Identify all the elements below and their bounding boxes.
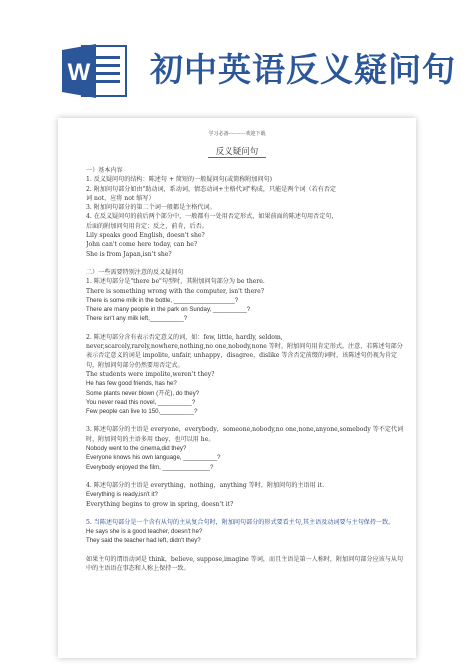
example-sentence: They said the teacher had left, didn't they?: [86, 537, 201, 545]
example-sentence: You never read this novel, __________?: [86, 398, 196, 406]
example-sentence: He says she is a good teacher, doesn't he?: [86, 528, 203, 536]
example-sentence: There is some milk in the bottle, __________________?: [86, 296, 239, 304]
rule-text: 如果主句的谓语动词是 think，believe, suppose,imagine 等词，而且主语是第一人称时，附加问句部分应该与从句中的主语语在事态和人称上保持一致。: [86, 555, 404, 572]
text-line: 词 not，应将 not 缩写）: [86, 194, 155, 202]
word-document-icon: [62, 40, 130, 102]
example-sentence: She is from Japan,isn't she?: [86, 250, 172, 258]
svg-text:W: W: [67, 59, 91, 86]
text-line: 后面的附加问句用肯定；反之，前肯，后否。: [86, 222, 208, 230]
example-sentence: There is something wrong with the computer, isn't there?: [86, 287, 264, 295]
spacer: [86, 472, 404, 481]
section-heading: 二）一些需要特别注意的反义疑问句: [86, 268, 184, 276]
rule-text: 5. 当陈述句部分是一个含有从句的主从复合句时，附加问句部分的形式要看主句,其主语及动词要与主句保持一致。: [86, 518, 395, 526]
text-line: 3. 附加问句部分的第二个词一般都是主格代词。: [86, 204, 216, 212]
example-sentence: The students were impolite,weren't they?: [86, 370, 215, 378]
rule-text: 4. 陈述句部分的主语是 everything，nothing，anything 等时，附加问句的主语用 it.: [86, 481, 325, 489]
example-sentence: Everything is ready,isn't it?: [86, 491, 158, 499]
text-line: 2. 附加问句部分如由"助动词，系动词，情态动词+主格代词"构成，只能是两个词（若有否定: [86, 185, 337, 193]
text-line: 4. 在反义疑问句的前后两个部分中，一般都有一处用否定形式，如果前面的陈述句用否定句，: [86, 213, 338, 221]
banner-title: 初中英语反义疑问句: [150, 50, 456, 89]
spacer: [86, 509, 404, 518]
example-sentence: He has few good friends, has he?: [86, 380, 177, 388]
example-sentence: John can't come here today, can he?: [86, 241, 198, 249]
rule-text: 3. 陈述句部分的主语是 everyone，everybody，someone,nobody,no one,none,anyone,somebody 等不定代词时，附加问句的主语多用 they，也可以用 he。: [86, 426, 404, 443]
document-body: [86, 166, 404, 573]
section-heading: 一）基本内容: [86, 167, 123, 174]
spacer: [86, 546, 404, 555]
page-header: 学习必备----------欢迎下载: [208, 131, 266, 137]
rule-text: 2. 陈述句部分含有表示否定意义的词，如：few, little, hardly, seldom, never,scarcely,rarely,nowhere,nothing,no one,nobody,none 等时，附加问句用肯定形式。注意，若陈述句部分表示否定意义的词是 impolite, unfair, unhappy，disagree，dislike 等含否定前缀的词时，该陈述句仍视为肯定句，附加问句部分仍然要用否定式。: [86, 333, 403, 369]
example-sentence: Everybody enjoyed the film, ______________?: [86, 463, 214, 471]
example-sentence: Nobody went to the cinema,did they?: [86, 445, 187, 453]
rule-text: 1. 陈述句部分是"there be"句型时，其附加问句部分为 be there.: [86, 278, 265, 286]
example-sentence: Few people can live to 150,__________?: [86, 408, 198, 416]
example-sentence: There isn't any milk left,__________?: [86, 315, 188, 323]
text-line: 1. 反义疑问句的结构：陈述句 + 简短的一般疑问句(或简称附加问句): [86, 176, 273, 184]
spacer: [86, 416, 404, 425]
example-sentence: Everyone knows his own language, __________?: [86, 454, 221, 462]
spacer: [86, 259, 404, 268]
document-page: [58, 118, 416, 658]
example-sentence: Some plants never blown (开花), do they?: [86, 389, 200, 397]
title-underline: [208, 157, 266, 158]
banner: [0, 0, 474, 108]
spacer: [86, 324, 404, 333]
example-sentence: There are many people in the park on Sunday, __________?: [86, 306, 251, 314]
example-sentence: Lily speaks good English, doesn't she?: [86, 232, 205, 240]
example-sentence: Everything begins to grow in spring, doesn't it?: [86, 500, 234, 508]
document-title: 反义疑问句: [215, 147, 259, 157]
